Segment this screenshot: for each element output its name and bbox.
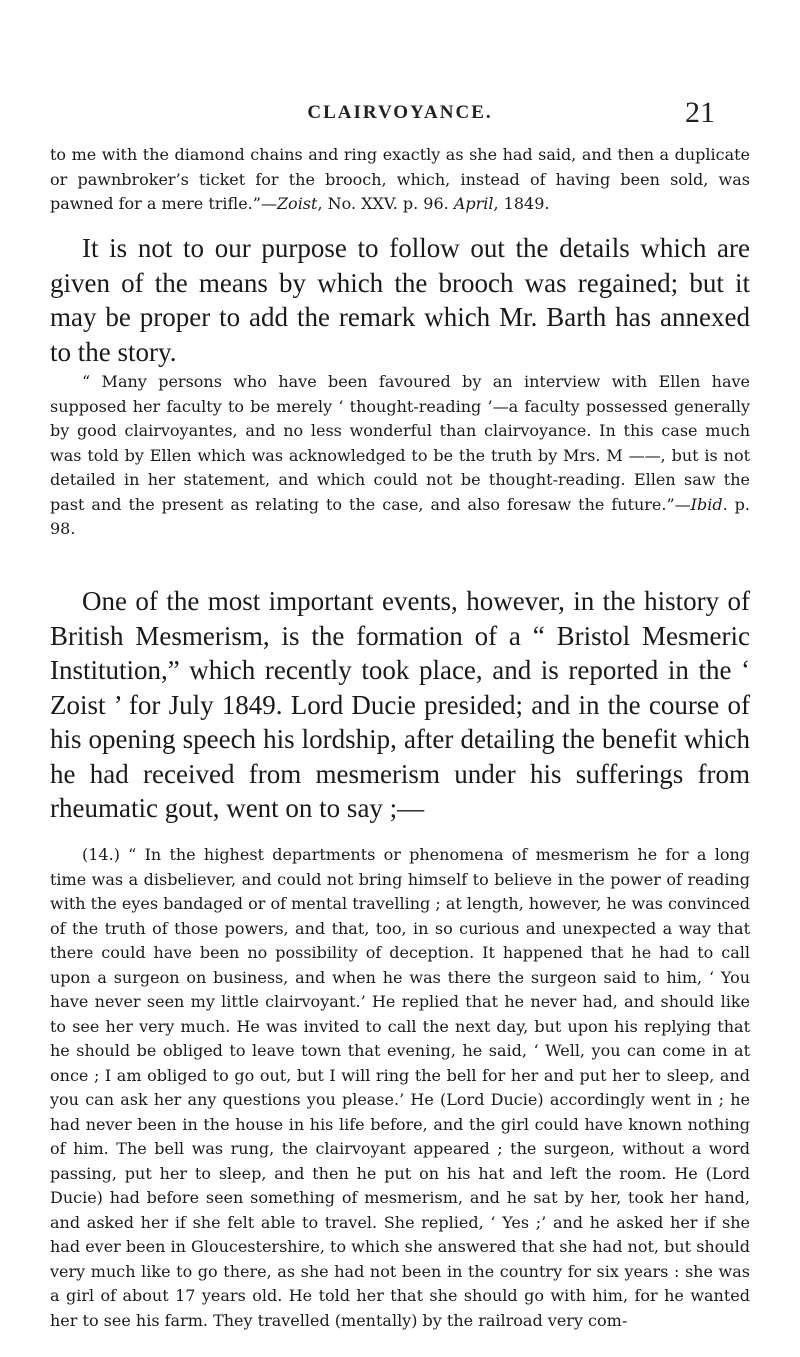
paragraph-commentary: One of the most important events, however, in the history of British Mesmerism, is the formation of a “ Bristol Mesmeric Institution,” which recently took place, and is reported in the ‘ Zoist ’ for July 1849. Lord Ducie presided; and in the course of his opening speech his lordship, after detailing the benefit which he had received from mesmerism under his sufferings from rheumatic gout, went on to say ;— xyxy=(50,586,750,823)
citation-date: April xyxy=(453,194,494,213)
citation-detail: p. 98. xyxy=(50,494,750,538)
quoted-paragraph: (14.) “ In the highest departments or phenomena of mesmerism he for a long time was a disbeliever, and could not bring himself to believe in the power of reading with the eyes bandaged or of mental travelling ; at length, however, he was convinced of the truth of those powers, and that, too, in so curious and unexpected a way that there could have been no possibility of deception. It happened that he had to call upon a surgeon on business, and when he was there the surgeon said to him, ‘ You have never seen my little clairvoyant.’ He replied that he never had, and should like to see her very much. He was invited to call the next day, but upon his replying that he should be obliged to leave town that evening, he said, ‘ Well, you can come in at once ; I am obliged to go out, but I will ring the bell for her and put her to sleep, and you can ask her any questions you please.’ He (Lord Ducie) accordingly went in ; he had never been in the house in his life before, and the girl could have known nothing of him. The bell was rung, the clairvoyant appeared ; the surgeon, without a word passing, put her to sleep, and then he put on his hat and left the room. He (Lord Ducie) had before seen something of mesmerism, and he sat by her, took her hand, and asked her if she felt able to travel. She replied, ‘ Yes ;’ and he asked her if she had ever been in Gloucestershire, to which she answered that she had not, but should very much like to go there, as she had not been in the country for six years : she was a girl of about 17 years old. He told her that she should go with him, for he wanted her to see his farm. They travelled (mentally) by the railroad very com- xyxy=(50,845,750,1330)
running-head xyxy=(0,98,800,128)
citation-detail: , No. XXV. p. 96. xyxy=(317,194,454,213)
running-title: CLAIRVOYANCE. xyxy=(307,102,493,123)
paragraph-text: “ Many persons who have been favoured by an interview with Ellen have supposed her faculty to be merely ‘ thought-reading ’—a faculty possessed generally by good clairvoyantes, and no less wonderful than clairvoyance. In this case much was told by Ellen which was acknowledged to be the truth by Mrs. M ——, but is not detailed in her statement, and which could not be thought-reading. Ellen saw the past and the present as relating to the case, and also foresaw the future.”— xyxy=(50,372,750,514)
paragraph-commentary: It is not to our purpose to follow out the details which are given of the means by which the brooch was regained; but it may be proper to add the remark which Mr. Barth has annexed to the story. xyxy=(50,233,750,367)
paragraph-continuation xyxy=(50,143,750,217)
citation-year: , 1849. xyxy=(493,194,550,213)
page-number: 21 xyxy=(685,96,715,129)
paragraph-text: to me with the diamond chains and ring exactly as she had said, and then a duplicate or pawnbroker’s ticket for the brooch, which, instead of having been sold, was pawned for a mere trifle.”— xyxy=(50,145,750,213)
quoted-paragraph xyxy=(50,370,750,542)
citation-source: Zoist xyxy=(276,194,318,213)
citation-source: Ibid. xyxy=(690,494,728,514)
